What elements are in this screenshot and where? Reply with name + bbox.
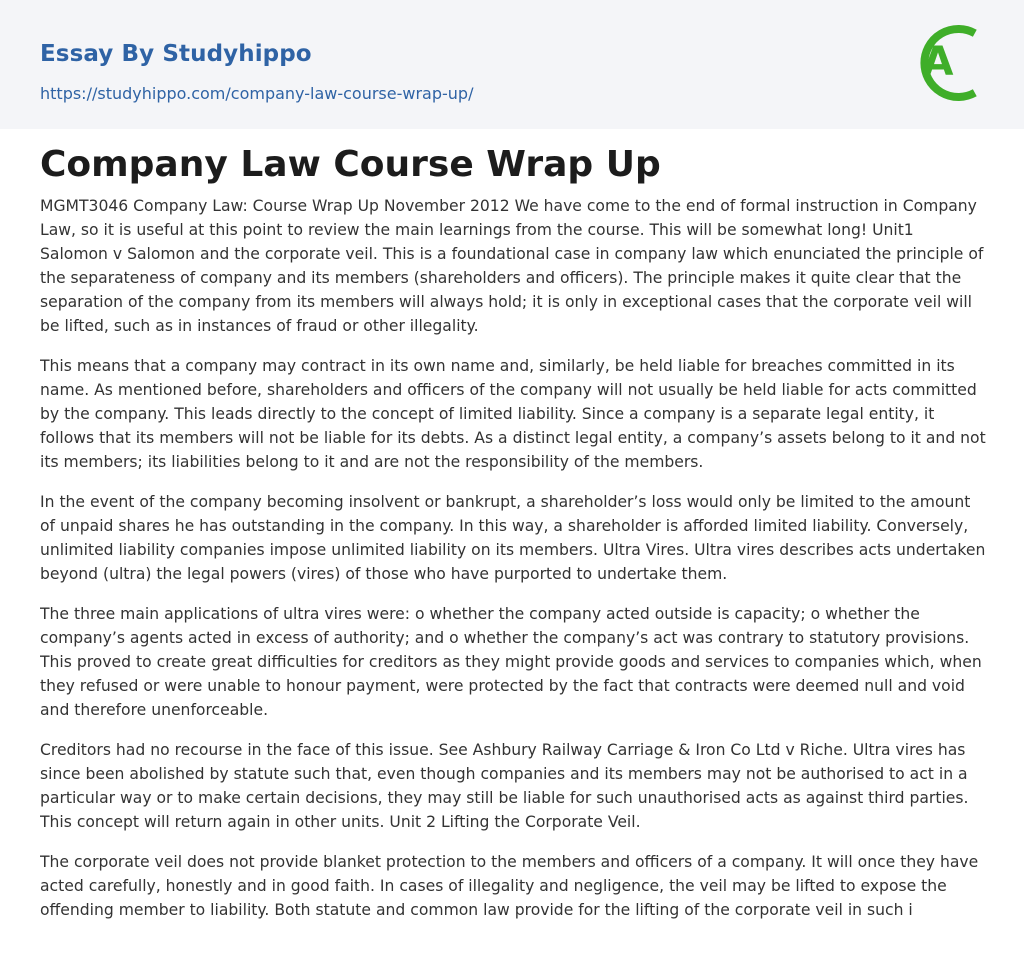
brand-title[interactable]: Essay By Studyhippo xyxy=(40,41,312,67)
paragraph: This means that a company may contract in its own name and, similarly, be held liable for breaches committed in its name. As mentioned before, shareholders and officers of the company will not usually be held liable for acts committed by the company. This leads directly to the concept of limited liability. Since a company is a separate legal entity, it follows that its members will not be liable for its debts. As a distinct legal entity, a company’s assets belong to it and not its members; its liabilities belong to it and are not the responsibility of the members. xyxy=(40,357,986,471)
paragraph: Creditors had no recourse in the face of this issue. See Ashbury Railway Carriage & Iron Co Ltd v Riche. Ultra vires has since been abolished by statute such that, even though companies and its members may not be authorised to act in a particular way or to make certain decisions, they may still be liable for such unauthorised acts as against third parties. This concept will return again in other units. Unit 2 Lifting the Corporate Veil. xyxy=(40,741,969,831)
paragraph: The three main applications of ultra vires were: o whether the company acted outside is capacity; o whether the company’s agents acted in excess of authority; and o whether the company’s act was contrary to statutory provisions. This proved to create great difficulties for creditors as they might provide goods and services to companies which, when they refused or were unable to honour payment, were protected by the fact that contracts were deemed null and void and therefore unenforceable. xyxy=(40,605,982,719)
paragraph: The corporate veil does not provide blanket protection to the members and officers of a company. It will once they have acted carefully, honestly and in good faith. In cases of illegality and negligence, the veil may be lifted to expose the offending member to liability. Both statute and common law provide for the lifting of the corporate veil in such i xyxy=(40,853,979,919)
paragraph: In the event of the company becoming insolvent or bankrupt, a shareholder’s loss would only be limited to the amount of unpaid shares he has outstanding in the company. In this way, a shareholder is afforded limited liability. Conversely, unlimited liability companies impose unlimited liability on its members. Ultra Vires. Ultra vires describes acts undertaken beyond (ultra) the legal powers (vires) of those who have purported to undertake them. xyxy=(40,493,986,583)
logo-letter: A xyxy=(922,39,954,85)
article-title: Company Law Course Wrap Up xyxy=(40,144,661,185)
paragraph: MGMT3046 Company Law: Course Wrap Up November 2012 We have come to the end of formal instruction in Company Law, so it is useful at this point to review the main learnings from the course. This will be somewhat long! Unit1 Salomon v Salomon and the corporate veil. This is a foundational case in company law which enunciated the principle of the separateness of company and its members (shareholders and officers). The principle makes it quite clear that the separation of the company from its members will always hold; it is only in exceptional cases that the corporate veil will be lifted, such as in instances of fraud or other illegality. xyxy=(40,197,984,335)
studyhippo-logo-icon[interactable] xyxy=(912,18,988,108)
article-body xyxy=(40,194,986,920)
page-url-link[interactable]: https://studyhippo.com/company-law-course-wrap-up/ xyxy=(40,84,474,103)
site-header xyxy=(0,0,1024,129)
